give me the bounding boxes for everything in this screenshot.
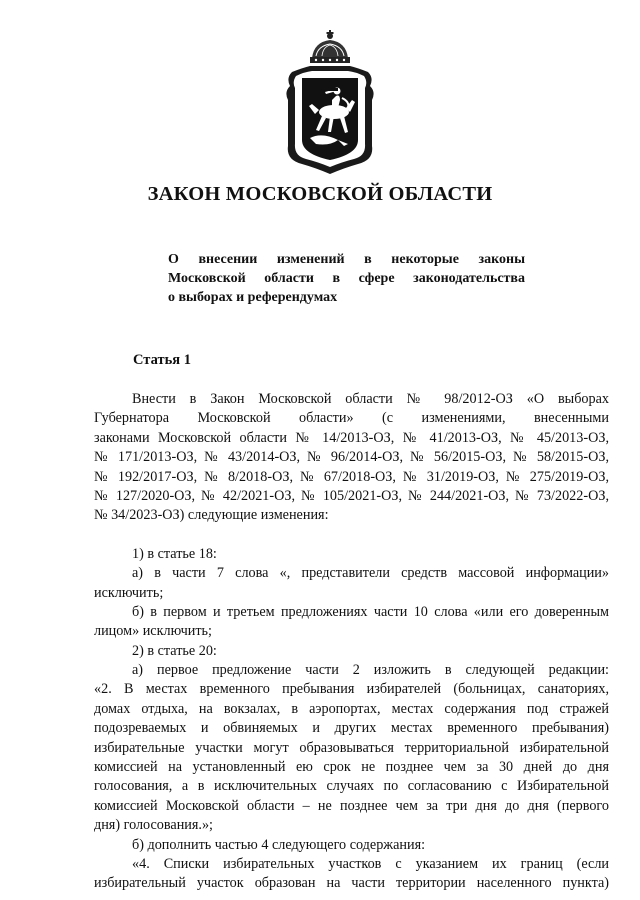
paragraph-line: законами Московской области № 14/2013-ОЗ, № 41/2013-ОЗ, № 45/2013-ОЗ, bbox=[94, 429, 609, 446]
list-item: «4. Списки избирательных участков с указанием их границ (если bbox=[132, 855, 609, 872]
paragraph-line: подозреваемых и обвиняемых и других местах временного пребывания) bbox=[94, 720, 609, 737]
paragraph-line: дня) голосования.»; bbox=[94, 817, 214, 834]
paragraph-line: № 127/2020-ОЗ, № 42/2021-ОЗ, № 105/2021-ОЗ, № 244/2021-ОЗ, № 73/2022-ОЗ, bbox=[94, 487, 609, 504]
paragraph-line: № 34/2023-ОЗ) следующие изменения: bbox=[94, 507, 329, 524]
paragraph-line: голосования, а в исключительных случаях по согласованию с Избирательной bbox=[94, 778, 609, 795]
moscow-oblast-coat-of-arms-icon bbox=[282, 28, 378, 176]
list-item: а) первое предложение части 2 изложить в следующей редакции: bbox=[132, 662, 609, 679]
subtitle-line: Московской области в сфере законодательства bbox=[168, 271, 525, 286]
article-heading: Статья 1 bbox=[133, 352, 191, 368]
law-subtitle bbox=[168, 250, 525, 307]
paragraph-line: исключить; bbox=[94, 584, 164, 601]
paragraph-line: лицом» исключить; bbox=[94, 623, 212, 640]
list-item: б) в первом и третьем предложениях части 10 слова «или его доверенным bbox=[132, 603, 609, 620]
paragraph-line: «2. В местах временного пребывания избирателей (больницах, санаториях, bbox=[94, 681, 609, 698]
paragraph-line: № 171/2013-ОЗ, № 43/2014-ОЗ, № 96/2014-ОЗ, № 56/2015-ОЗ, № 58/2015-ОЗ, bbox=[94, 449, 609, 466]
document-title: ЗАКОН МОСКОВСКОЙ ОБЛАСТИ bbox=[147, 183, 493, 205]
list-item: 1) в статье 18: bbox=[132, 545, 217, 562]
paragraph-line: Внести в Закон Московской области № 98/2012-ОЗ «О выборах bbox=[132, 391, 609, 407]
paragraph-line: комиссией на установленный ею срок не позднее чем за 30 дней до дня bbox=[94, 759, 609, 776]
paragraph-line: Губернатора Московской области» (с изменениями, внесенными bbox=[94, 410, 609, 427]
list-item: а) в части 7 слова «, представители средств массовой информации» bbox=[132, 565, 609, 582]
paragraph-line: избирательный участок образован на части территории населенного пункта) bbox=[94, 875, 609, 892]
article-body bbox=[94, 390, 609, 894]
paragraph-line: избирательные участки могут образовываться территориальной избирательной bbox=[94, 739, 609, 756]
subtitle-line: О внесении изменений в некоторые законы bbox=[168, 252, 525, 267]
subtitle-line: о выборах и референдумах bbox=[168, 290, 338, 305]
paragraph-line: домах отдыха, на вокзалах, в аэропортах, местах содержания под стражей bbox=[94, 700, 609, 717]
list-item: 2) в статье 20: bbox=[132, 642, 217, 659]
list-item: б) дополнить частью 4 следующего содержания: bbox=[132, 836, 426, 853]
paragraph-line: № 192/2017-ОЗ, № 8/2018-ОЗ, № 67/2018-ОЗ, № 31/2019-ОЗ, № 275/2019-ОЗ, bbox=[94, 468, 609, 485]
paragraph-line: комиссией Московской области – не позднее чем за три дня до дня (первого bbox=[94, 797, 609, 814]
